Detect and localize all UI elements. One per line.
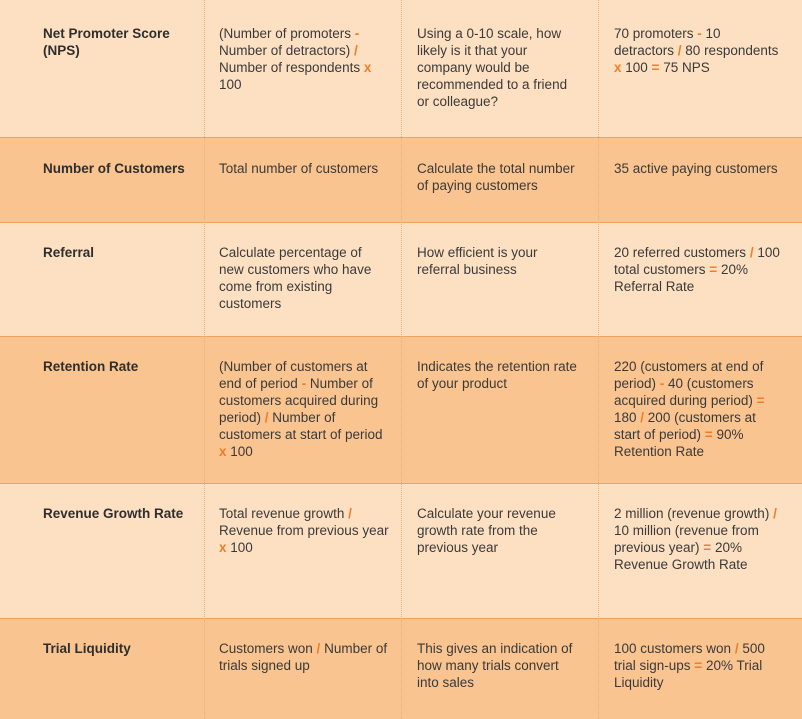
text-run: 10 detractors	[614, 26, 721, 58]
operator-symbol: /	[264, 410, 269, 425]
text-run: 180	[614, 410, 641, 425]
text-run: 35 active paying customers	[614, 161, 778, 176]
operator-symbol: /	[749, 245, 754, 260]
operator-symbol: /	[640, 410, 645, 425]
text-run: Calculate percentage of new customers who have come from existing customers	[219, 245, 372, 311]
operator-symbol: =	[651, 60, 660, 75]
text-run: 10 million (revenue from previous year)	[614, 523, 759, 555]
text-run: 220 (customers at end of period)	[614, 359, 764, 391]
operator-symbol: =	[694, 658, 703, 673]
example-cell	[614, 244, 784, 295]
text-run: 90% Retention Rate	[614, 427, 744, 459]
text-run: Number of trials signed up	[219, 641, 388, 673]
text-run: Revenue from previous year	[219, 523, 389, 538]
description-cell: How efficient is your referral business	[417, 245, 538, 277]
operator-symbol: x	[614, 60, 622, 75]
example-cell	[614, 640, 784, 691]
text-run: 40 (customers acquired during period)	[614, 376, 757, 408]
operator-symbol: =	[756, 393, 765, 408]
text-run: Number of customers acquired during period)	[219, 376, 379, 425]
text-run: 2 million (revenue growth)	[614, 506, 774, 521]
operator-symbol: =	[704, 427, 713, 442]
text-run: Number of detractors)	[219, 43, 355, 58]
formula-cell	[219, 160, 389, 177]
operator-symbol: =	[703, 540, 712, 555]
text-run: 20% Revenue Growth Rate	[614, 540, 748, 572]
metric-name: Revenue Growth Rate	[43, 506, 184, 521]
operator-symbol: -	[659, 376, 665, 391]
text-run: 100 total customers	[614, 245, 780, 277]
formula-cell	[219, 358, 389, 460]
text-run: Number of customers at start of period	[219, 410, 383, 442]
text-run: 100	[621, 60, 652, 75]
column-divider	[598, 0, 599, 719]
text-run: 20 referred customers	[614, 245, 750, 260]
text-run: 70 promoters	[614, 26, 698, 41]
formula-cell	[219, 25, 389, 93]
operator-symbol: /	[773, 506, 777, 521]
example-cell	[614, 25, 784, 76]
description-cell: Calculate your revenue growth rate from the previous year	[417, 506, 556, 555]
operator-symbol: /	[354, 43, 358, 58]
operator-symbol: /	[734, 641, 739, 656]
description-cell: This gives an indication of how many trials convert into sales	[417, 641, 573, 690]
example-cell	[614, 160, 784, 177]
text-run: Total number of customers	[219, 161, 379, 176]
example-cell	[614, 358, 784, 460]
text-run: Total revenue growth	[219, 506, 349, 521]
text-run: 20% Referral Rate	[614, 262, 748, 294]
operator-symbol: /	[677, 43, 682, 58]
operator-symbol: x	[219, 540, 227, 555]
operator-symbol: =	[709, 262, 718, 277]
text-run: 500 trial sign-ups	[614, 641, 765, 673]
description-cell: Indicates the retention rate of your product	[417, 359, 577, 391]
operator-symbol: -	[697, 26, 702, 41]
text-run: 200 (customers at start of period)	[614, 410, 756, 442]
text-run: 20% Trial Liquidity	[614, 658, 763, 690]
text-run: 100	[226, 540, 253, 555]
description-cell: Using a 0-10 scale, how likely is it that your company would be recommended to a friend or colleague?	[417, 26, 568, 109]
operator-symbol: -	[301, 376, 307, 391]
text-run: 80 respondents	[681, 43, 779, 58]
column-divider	[401, 0, 402, 719]
operator-symbol: x	[363, 60, 372, 75]
metric-name: Retention Rate	[43, 359, 139, 374]
formula-cell	[219, 640, 389, 674]
text-run: 100	[219, 77, 242, 92]
metric-name: Net Promoter Score (NPS)	[43, 26, 170, 58]
operator-symbol: /	[316, 641, 321, 656]
text-run: Number of respondents	[219, 60, 364, 75]
text-run: 100	[226, 444, 253, 459]
formula-cell	[219, 505, 389, 556]
metric-name: Number of Customers	[43, 161, 185, 176]
text-run: (Number of promoters	[219, 26, 355, 41]
column-divider	[204, 0, 205, 719]
operator-symbol: /	[348, 506, 352, 521]
metric-name: Trial Liquidity	[43, 641, 131, 656]
text-run: 100 customers won	[614, 641, 735, 656]
operator-symbol: x	[219, 444, 227, 459]
text-run: 75 NPS	[659, 60, 710, 75]
operator-symbol: -	[354, 26, 360, 41]
description-cell: Calculate the total number of paying customers	[417, 161, 575, 193]
example-cell	[614, 505, 784, 573]
metric-name: Referral	[43, 245, 95, 260]
text-run: Customers won	[219, 641, 317, 656]
formula-cell	[219, 244, 389, 312]
text-run: (Number of customers at end of period	[219, 359, 368, 391]
